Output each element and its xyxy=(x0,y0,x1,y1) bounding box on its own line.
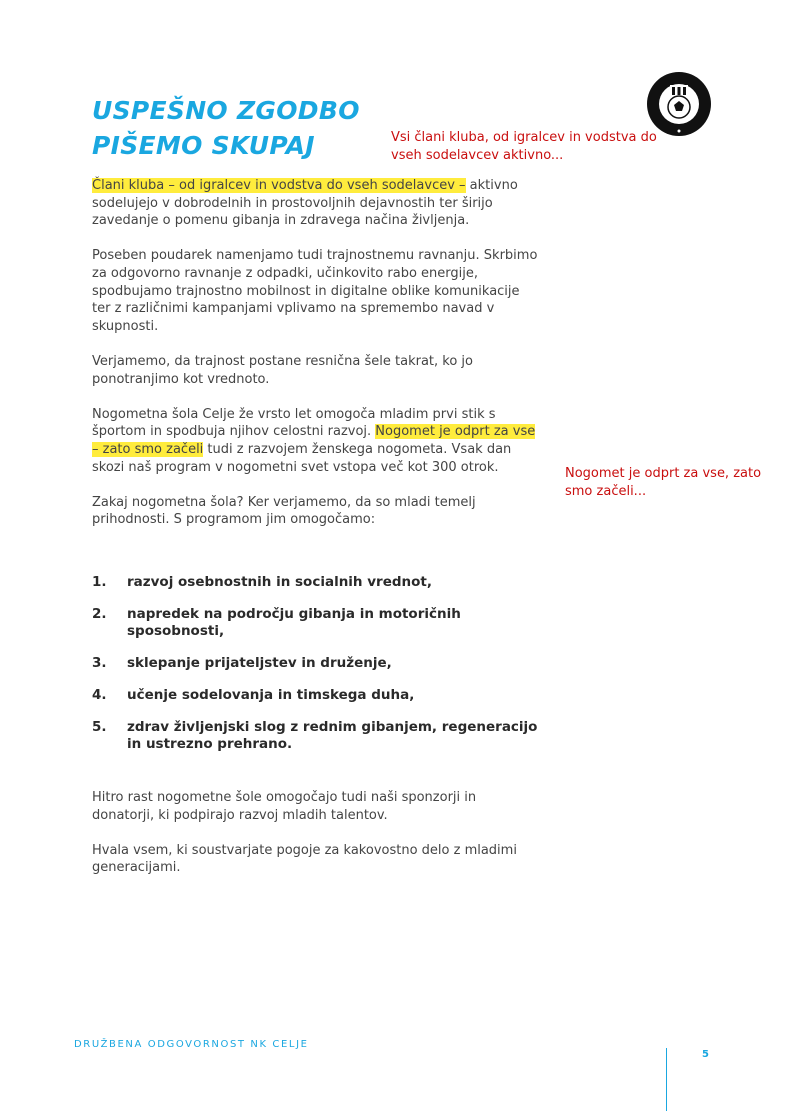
paragraph-5: Zakaj nogometna šola? Ker verjamemo, da so mladi temelj prihodnosti. S programom jim omogočamo: xyxy=(92,494,476,528)
list-item-number: 5. xyxy=(92,719,107,735)
list-item-text: zdrav življenjski slog z rednim gibanjem, regeneracijo in ustrezno prehrano. xyxy=(127,719,538,752)
paragraph-2: Poseben poudarek namenjamo tudi trajnostnemu ravnanju. Skrbimo za odgovorno ravnanje z odpadki, učinkovito rabo energije, spodbujamo trajnostno mobilnost in digitalne oblike komunikacije ter z različnimi kampanjami vplivamo na spremembo navad v skupnosti. xyxy=(92,248,538,334)
comment-annotation-2: Nogomet je odprt za vse, zato smo začeli... xyxy=(565,466,762,499)
list-item-text: sklepanje prijateljstev in druženje, xyxy=(127,655,392,671)
club-crest-icon xyxy=(646,71,712,137)
list-item-text: napredek na področju gibanja in motoričnih sposobnosti, xyxy=(127,606,461,639)
list-item xyxy=(92,687,542,704)
page-title xyxy=(92,93,360,163)
list-item-number: 1. xyxy=(92,574,107,590)
highlighted-text-2: Nogomet je odprt za vse – zato smo začeli xyxy=(92,424,536,457)
body-text xyxy=(92,177,542,546)
footer-divider xyxy=(666,1048,667,1111)
closing-paragraph-2: Hvala vsem, ki soustvarjate pogoje za kakovostno delo z mladimi generacijami. xyxy=(92,842,517,876)
paragraph-4-end: tudi z razvojem ženskega nogometa. Vsak dan skozi naš program v nogometni svet vstopa več kot 300 otrok. xyxy=(92,441,512,475)
list-item-number: 2. xyxy=(92,606,107,622)
paragraph-1-rest: aktivno sodelujejo v dobrodelnih in prostovoljnih dejavnostih ter širijo zavedanje o pomenu gibanja in zdravega načina življenja. xyxy=(92,178,518,229)
paragraph-4 xyxy=(92,406,542,476)
title-line-1: USPEŠNO ZGODBO xyxy=(92,96,360,125)
list-item xyxy=(92,574,542,591)
list-item xyxy=(92,606,542,640)
highlighted-text-1: Člani kluba – od igralcev in vodstva do vseh sodelavcev – xyxy=(92,178,466,193)
closing-paragraph-1: Hitro rast nogometne šole omogočajo tudi naši sponzorji in donatorji, ki podpirajo razvoj mladih talentov. xyxy=(92,790,477,823)
goals-list xyxy=(92,574,542,768)
paragraph-3: Verjamemo, da trajnost postane resnična šele takrat, ko jo ponotranjimo kot vrednoto. xyxy=(92,353,473,387)
list-item-number: 4. xyxy=(92,687,107,703)
comment-annotation-1: Vsi člani kluba, od igralcev in vodstva do vseh sodelavcev aktivno... xyxy=(391,130,657,163)
footer-label: DRUŽBENA ODGOVORNOST NK CELJE xyxy=(74,1039,309,1050)
list-item xyxy=(92,655,542,672)
closing-text xyxy=(92,789,542,895)
list-item-text: učenje sodelovanja in timskega duha, xyxy=(127,687,415,703)
page-number: 5 xyxy=(702,1049,709,1060)
list-item-number: 3. xyxy=(92,655,107,671)
list-item xyxy=(92,719,542,753)
title-line-2: PIŠEMO SKUPAJ xyxy=(92,131,315,160)
paragraph-1 xyxy=(92,177,542,230)
paragraph-4-start: Nogometna šola Celje že vrsto let omogoča mladim prvi stik s športom in spodbuja njihov celostni razvoj. xyxy=(92,406,496,440)
list-item-text: razvoj osebnostnih in socialnih vrednot, xyxy=(127,574,432,590)
